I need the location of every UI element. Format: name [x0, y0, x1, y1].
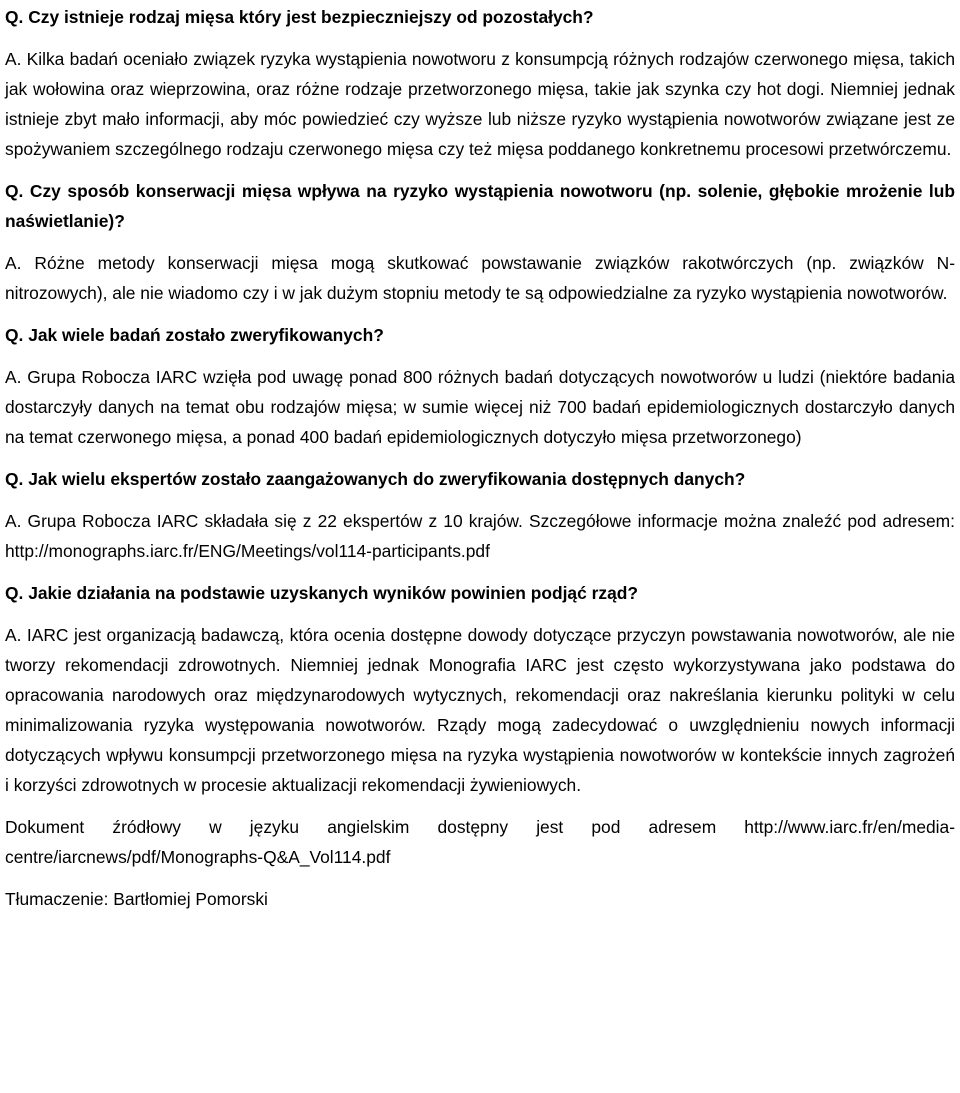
answer-3: A. Grupa Robocza IARC wzięła pod uwagę ponad 800 różnych badań dotyczących nowotworów u ludzi (niektóre badania dostarczyły danych na temat obu rodzajów mięsa; w sumie więcej niż 700 badań epidemiologicznych dostarczyło danych na temat czerwonego mięsa, a ponad 400 badań epidemiologicznych dotyczyło mięsa przetworzonego) — [5, 367, 955, 447]
question-4: Q. Jak wielu ekspertów zostało zaangażowanych do zweryfikowania dostępnych danych? — [5, 469, 746, 489]
question-5: Q. Jakie działania na podstawie uzyskanych wyników powinien podjąć rząd? — [5, 583, 638, 603]
answer-4: A. Grupa Robocza IARC składała się z 22 ekspertów z 10 krajów. Szczegółowe informacje można znaleźć pod adresem: http://monographs.iarc.fr/ENG/Meetings/vol114-participants.pdf — [5, 511, 955, 561]
source-note: Dokument źródłowy w języku angielskim dostępny jest pod adresem http://www.iarc.fr/en/media-centre/iarcnews/pdf/Monographs-Q&A_Vol114.pdf — [5, 817, 955, 867]
answer-2: A. Różne metody konserwacji mięsa mogą skutkować powstawanie związków rakotwórczych (np. związków N-nitrozowych), ale nie wiadomo czy i w jak dużym stopniu metody te są odpowiedzialne za ryzyko wystąpienia nowotworów. — [5, 253, 955, 303]
question-3: Q. Jak wiele badań zostało zweryfikowanych? — [5, 325, 384, 345]
question-1: Q. Czy istnieje rodzaj mięsa który jest bezpieczniejszy od pozostałych? — [5, 7, 594, 27]
answer-5: A. IARC jest organizacją badawczą, która ocenia dostępne dowody dotyczące przyczyn powstawania nowotworów, ale nie tworzy rekomendacji zdrowotnych. Niemniej jednak Monografia IARC jest często wykorzystywana jako podstawa do opracowania narodowych oraz międzynarodowych wytycznych, rekomendacji oraz nakreślania kierunku polityki w celu minimalizowania ryzyka występowania nowotworów. Rządy mogą zadecydować o uwzględnieniu nowych informacji dotyczących wpływu konsumpcji przetworzonego mięsa na ryzyka wystąpienia nowotworów w kontekście innych zagrożeń i korzyści zdrowotnych w procesie aktualizacji rekomendacji żywieniowych. — [5, 625, 955, 795]
answer-1: A. Kilka badań oceniało związek ryzyka wystąpienia nowotworu z konsumpcją różnych rodzajów czerwonego mięsa, takich jak wołowina oraz wieprzowina, oraz różne rodzaje przetworzonego mięsa, takie jak szynka czy hot dogi. Niemniej jednak istnieje zbyt mało informacji, aby móc powiedzieć czy wyższe lub niższe ryzyko wystąpienia nowotworów związane jest ze spożywaniem szczególnego rodzaju czerwonego mięsa czy też mięsa poddanego konkretnemu procesowi przetwórczemu. — [5, 49, 955, 159]
question-2: Q. Czy sposób konserwacji mięsa wpływa na ryzyko wystąpienia nowotworu (np. solenie, głębokie mrożenie lub naświetlanie)? — [5, 181, 955, 231]
translation-credit: Tłumaczenie: Bartłomiej Pomorski — [5, 889, 268, 909]
